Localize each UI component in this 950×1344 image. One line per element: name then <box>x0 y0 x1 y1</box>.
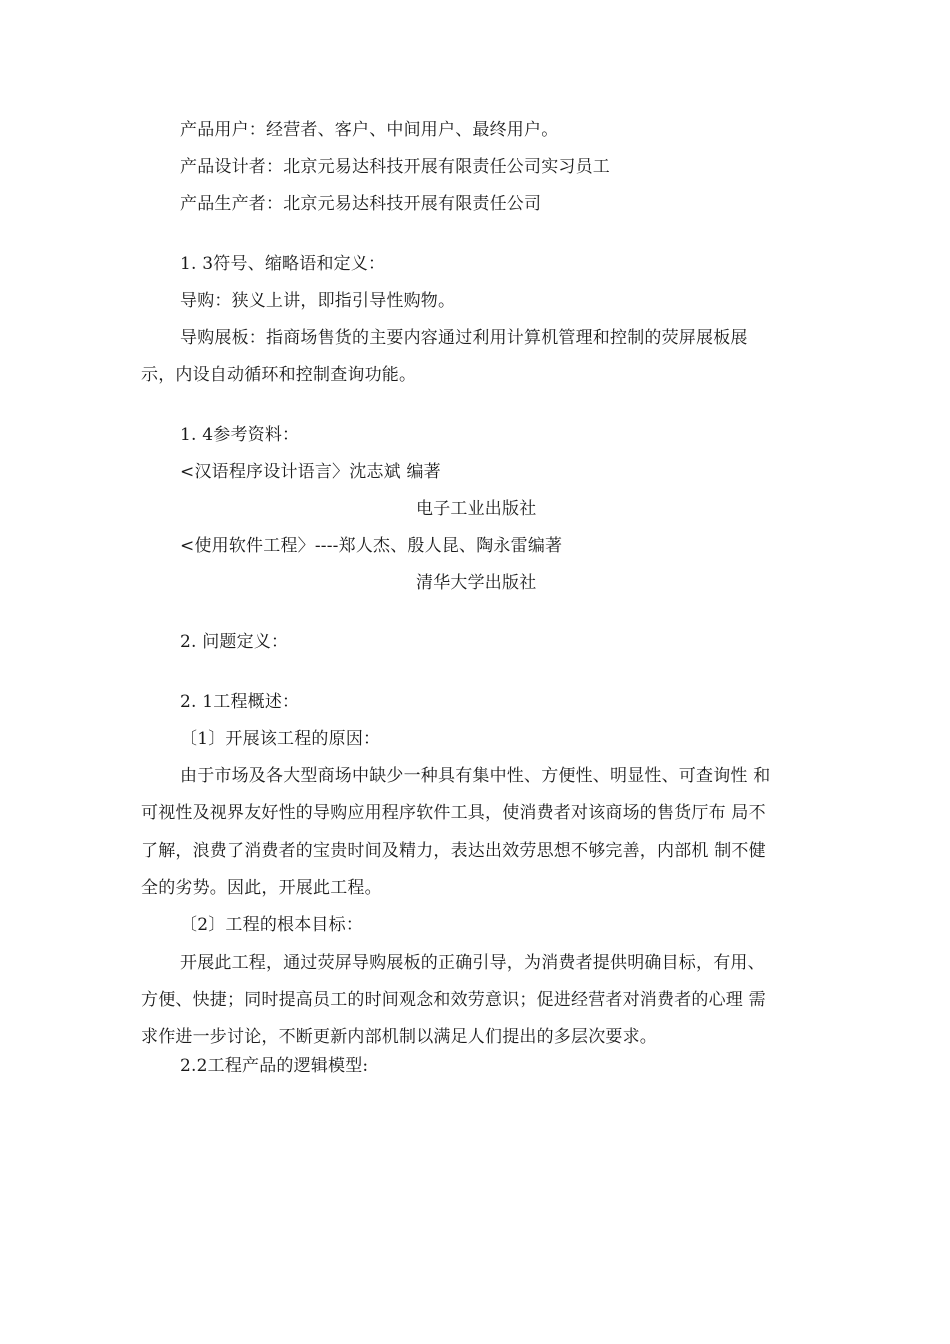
section-1-4-heading: 1. 4参考资料： <box>180 425 300 445</box>
section-2-1-heading: 2. 1工程概述： <box>180 692 300 712</box>
product-designer-line: 产品设计者：北京元易达科技开展有限责任公司实习员工 <box>180 157 610 177</box>
definition-daogou: 导购：狭义上讲，即指引导性购物。 <box>180 291 456 311</box>
goal-line-1: 开展此工程，通过荧屏导购展板的正确引导，为消费者提供明确目标，有用、 <box>180 953 765 973</box>
reference-2-publisher: 清华大学出版社 <box>416 573 537 593</box>
definition-zhanban-line2: 示，内设自动循环和控制查询功能。 <box>141 365 417 385</box>
reason-line-3: 了解，浪费了消费者的宝贵时间及精力，表达出效劳思想不够完善，内部机 制不健 <box>141 841 766 861</box>
reason-line-2: 可视性及视界友好性的导购应用程序软件工具，使消费者对该商场的售货厅布 局不 <box>141 803 766 823</box>
product-producer-line: 产品生产者：北京元易达科技开展有限责任公司 <box>180 194 542 214</box>
section-1-3-heading: 1. 3符号、缩略语和定义： <box>180 254 386 274</box>
reason-line-1: 由于市场及各大型商场中缺少一种具有集中性、方便性、明显性、可查询性 和 <box>180 766 771 786</box>
reason-line-4: 全的劣势。因此，开展此工程。 <box>141 878 382 898</box>
definition-zhanban-line1: 导购展板：指商场售货的主要内容通过利用计算机管理和控制的荧屏展板展 <box>180 328 748 348</box>
reference-2-title: <使用软件工程〉----郑人杰、殷人昆、陶永雷编著 <box>180 536 563 556</box>
goal-heading: 〔2〕工程的根本目标： <box>180 915 364 935</box>
goal-line-3: 求作进一步讨论，不断更新内部机制以满足人们提出的多层次要求。 <box>141 1027 657 1047</box>
goal-line-2: 方便、快捷；同时提高员工的时间观念和效劳意识；促进经营者对消费者的心理 需 <box>141 990 766 1010</box>
reason-heading: 〔1〕开展该工程的原因： <box>180 729 381 749</box>
section-2-2-heading: 2.2工程产品的逻辑模型: <box>180 1056 369 1076</box>
product-users-line: 产品用户：经营者、客户、中间用户、最终用户。 <box>180 120 559 140</box>
reference-1-publisher: 电子工业出版社 <box>416 499 537 519</box>
reference-1-title: <汉语程序设计语言〉沈志斌 编著 <box>180 462 441 482</box>
section-2-heading: 2. 问题定义： <box>180 632 289 652</box>
